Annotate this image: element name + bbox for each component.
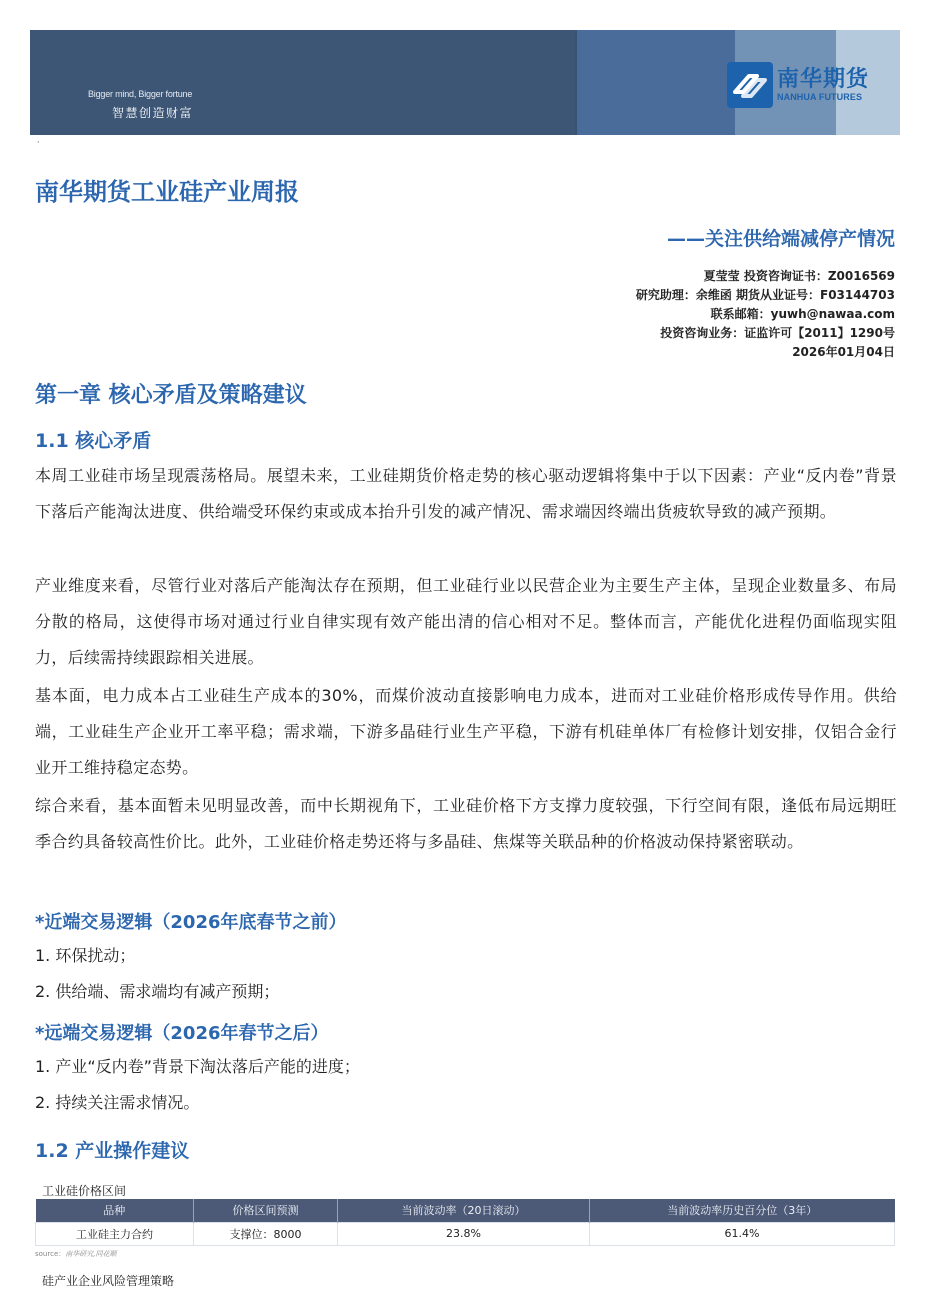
table-source	[35, 1249, 116, 1259]
table-row	[36, 1222, 895, 1245]
paragraph-fundamentals: 基本面，电力成本占工业硅生产成本的30%，而煤价波动直接影响电力成本，进而对工业硅价格形成传导作用。供给端，工业硅生产企业开工率平稳；需求端，下游多晶硅行业生产平稳，下游有机硅单体厂有检修计划安排，仅铝合金行业开工维持稳定态势。	[35, 686, 897, 777]
source-label: source：	[35, 1250, 66, 1258]
cell-variety: 工业硅主力合约	[36, 1222, 194, 1245]
col-header-price-range: 价格区间预测	[194, 1199, 338, 1222]
col-header-volatility: 当前波动率（20日滚动）	[338, 1199, 590, 1222]
slogan-english: Bigger mind, Bigger fortune	[88, 89, 193, 99]
banner-band-medium	[575, 30, 735, 135]
long-term-logic-heading: *远端交易逻辑（2026年春节之后）	[35, 1023, 329, 1044]
paragraph-industry-dimension: 产业维度来看，尽管行业对落后产能淘汰存在预期，但工业硅行业以民营企业为主要生产主体，呈现企业数量多、布局分散的格局，这使得市场对通过行业自律实现有效产能出清的信心相对不足。整体而言，产能优化进程仍面临现实阻力，后续需持续跟踪相关进展。	[35, 576, 897, 667]
paragraph-summary: 综合来看，基本面暂未见明显改善，而中长期视角下，工业硅价格下方支撑力度较强，下行空间有限，逢低布局远期旺季合约具备较高性价比。此外，工业硅价格走势还将与多晶硅、焦煤等关联品种的价格波动保持紧密联动。	[35, 796, 897, 851]
logo-chinese-name: 南华期货	[777, 67, 870, 92]
stray-dot: ·	[37, 138, 40, 147]
cell-volatility-percentile: 61.4%	[590, 1222, 895, 1245]
author-info	[636, 267, 895, 362]
chapter-heading: 第一章 核心矛盾及策略建议	[35, 383, 307, 408]
near-term-item: 1. 环保扰动；	[35, 946, 136, 965]
paragraph-market-overview: 本周工业硅市场呈现震荡格局。展望未来，工业硅期货价格走势的核心驱动逻辑将集中于以下因素：产业“反内卷”背景下落后产能淘汰进度、供给端受环保约束或成本抬升引发的减产情况、需求端因终端出货疲软导致的减产预期。	[35, 466, 897, 521]
nanhua-logo-icon	[727, 62, 773, 108]
license-line: 投资咨询业务：证监许可【2011】1290号	[660, 326, 895, 340]
analyst-line: 夏莹莹 投资咨询证书：Z0016569	[703, 269, 895, 283]
long-term-item: 2. 持续关注需求情况。	[35, 1093, 200, 1112]
near-term-item: 2. 供给端、需求端均有减产预期；	[35, 982, 280, 1001]
long-term-item: 1. 产业“反内卷”背景下淘汰落后产能的进度；	[35, 1057, 360, 1076]
report-subtitle: ——关注供给端减停产情况	[666, 228, 895, 250]
section-heading-1-1: 1.1 核心矛盾	[35, 430, 152, 452]
section-heading-1-2: 1.2 产业操作建议	[35, 1140, 190, 1162]
report-date: 2026年01月04日	[792, 345, 895, 359]
price-range-table	[35, 1199, 895, 1246]
cell-volatility: 23.8%	[338, 1222, 590, 1245]
col-header-volatility-percentile: 当前波动率历史百分位（3年）	[590, 1199, 895, 1222]
logo-english-name: NANHUA FUTURES	[777, 92, 863, 102]
col-header-variety: 品种	[36, 1199, 194, 1222]
table-caption: 工业硅价格区间	[42, 1184, 127, 1198]
email-line: 联系邮箱：yuwh@nawaa.com	[710, 307, 895, 321]
source-value: 南华研究,同花顺	[65, 1250, 117, 1258]
assistant-line: 研究助理：余维函 期货从业证号：F03144703	[635, 288, 895, 302]
near-term-logic-heading: *近端交易逻辑（2026年底春节之前）	[35, 912, 347, 933]
cell-price-range: 支撑位：8000	[194, 1222, 338, 1245]
table-header-row	[36, 1199, 895, 1222]
nanhua-logo	[727, 62, 869, 108]
next-figure-caption: 硅产业企业风险管理策略	[42, 1274, 175, 1288]
banner-band-dark	[30, 30, 575, 135]
slogan-chinese: 智慧创造财富	[112, 106, 194, 120]
report-title: 南华期货工业硅产业周报	[35, 178, 299, 206]
